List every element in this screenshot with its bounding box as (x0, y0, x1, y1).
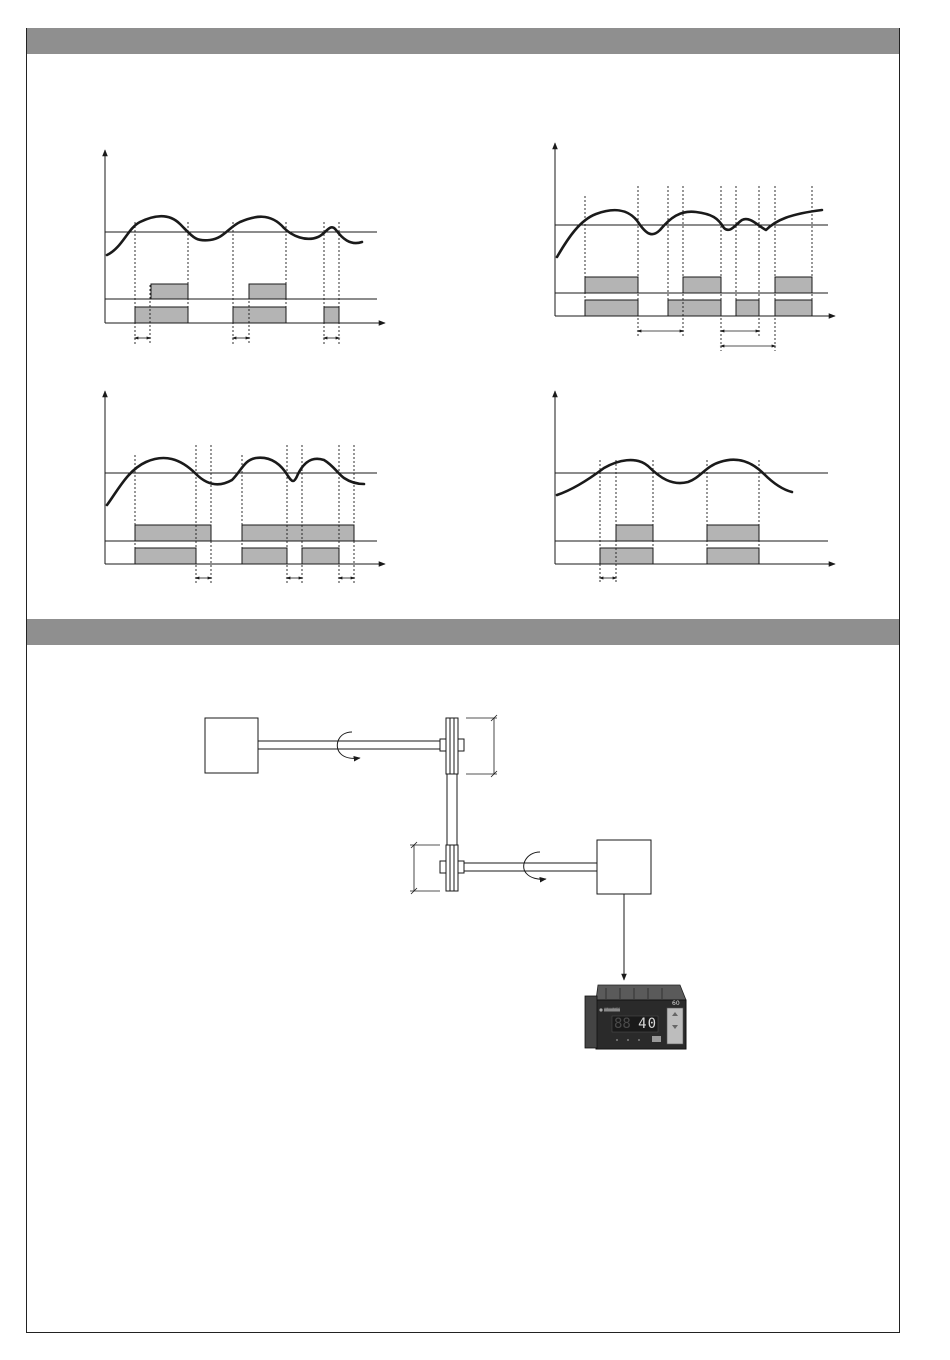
indicator-display-value: 40 (638, 1016, 657, 1032)
output-bar (135, 525, 211, 541)
unit-label-tag (652, 1036, 661, 1042)
output-bar (707, 548, 759, 564)
indicator-display-unused-digits: 88 (614, 1016, 631, 1032)
drive-pulley (446, 718, 458, 774)
sensor-box (597, 840, 651, 894)
bottom-right-alarm-diagram (555, 391, 835, 584)
mechanical-sketch (205, 715, 651, 980)
motor-box (205, 718, 258, 773)
output-bar (135, 307, 188, 323)
output-bar (135, 548, 196, 564)
output-bar (683, 277, 721, 293)
output-bar (600, 548, 653, 564)
output-bar (151, 284, 188, 299)
indicator-brand: CARLO GAVAZZI (604, 1008, 621, 1010)
output-bar (233, 307, 286, 323)
output-bar (585, 277, 638, 293)
output-bar (707, 525, 759, 541)
output-bar (668, 300, 721, 316)
output-bar (775, 277, 812, 293)
output-bar (302, 548, 339, 564)
output-bar (616, 525, 653, 541)
top-right-alarm-diagram (555, 143, 835, 351)
indicator-badge: 60 (672, 1000, 680, 1007)
process-curve (557, 460, 792, 495)
output-bar (736, 300, 759, 316)
bottom-left-alarm-diagram (105, 391, 385, 584)
process-curve (557, 210, 822, 257)
process-curve (107, 458, 364, 505)
rotation-arrow (337, 732, 360, 758)
output-bar (585, 300, 638, 316)
top-left-alarm-diagram (105, 150, 385, 344)
rotation-arrow (524, 852, 546, 879)
output-bar (324, 307, 339, 323)
output-bar (775, 300, 812, 316)
output-bar (242, 525, 354, 541)
output-bar (242, 548, 287, 564)
output-bar (249, 284, 286, 299)
driven-pulley (446, 845, 458, 891)
brand-logo-icon (599, 1008, 602, 1011)
